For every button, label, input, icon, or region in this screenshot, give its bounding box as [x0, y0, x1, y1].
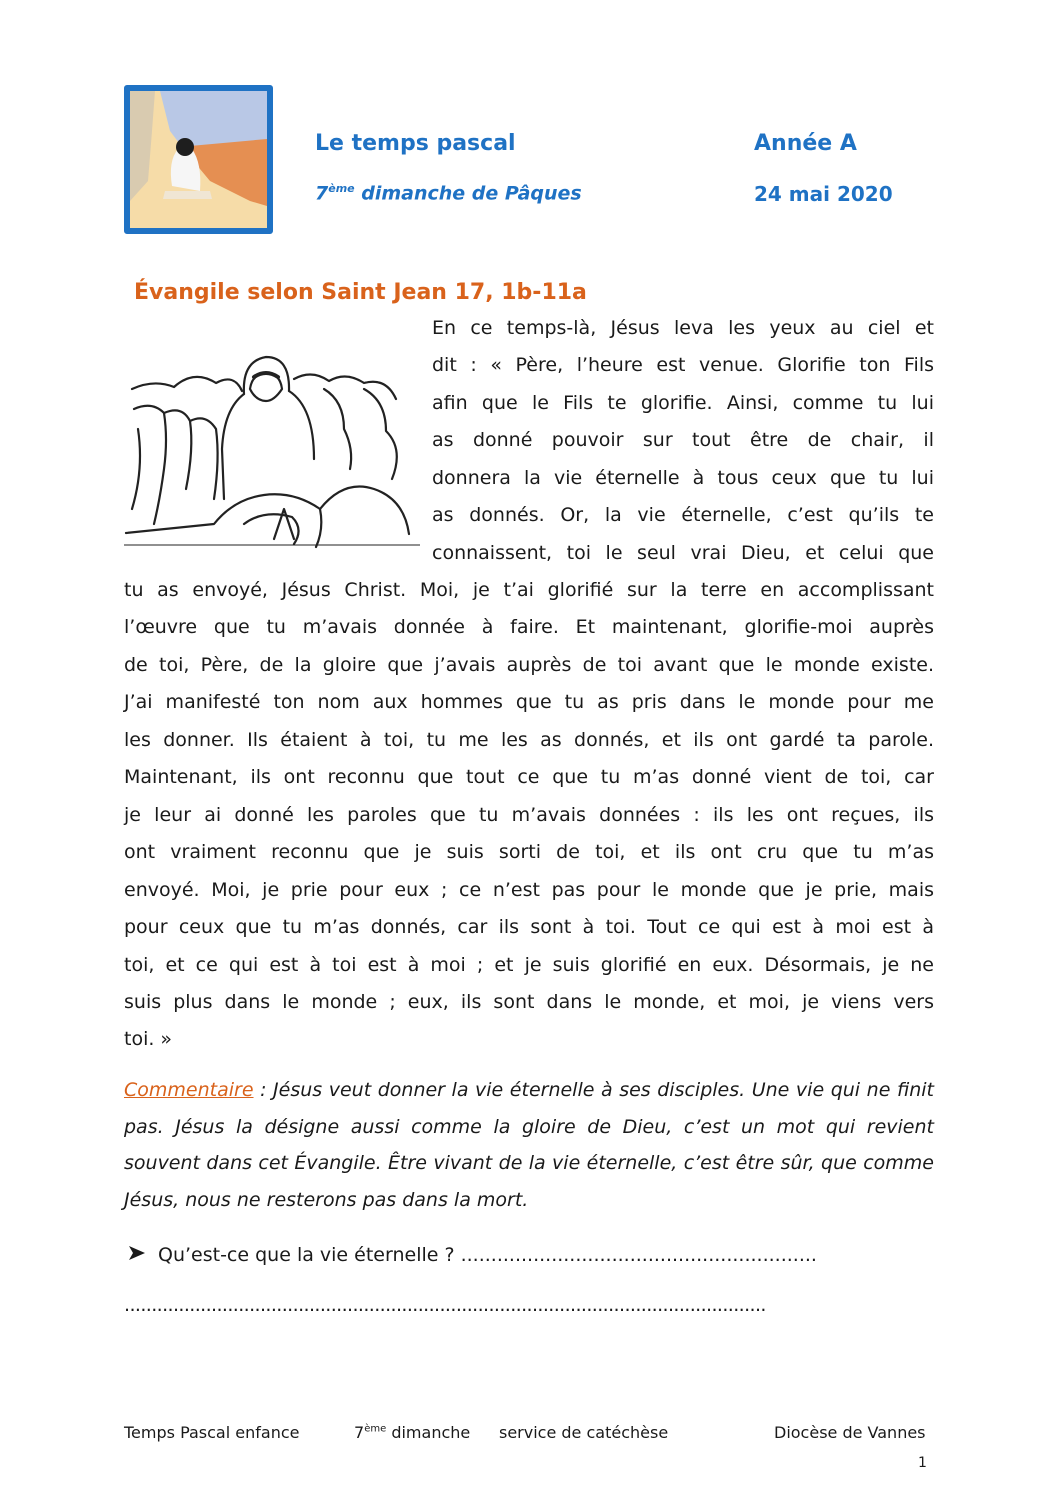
question-text: Qu’est-ce que la vie éternelle ? ........................................................... [158, 1244, 817, 1266]
footer-sunday-sup: ème [364, 1423, 387, 1435]
footer-sunday [354, 1423, 470, 1442]
commentary-text: : Jésus veut donner la vie éternelle à ses disciples. Une vie qui ne finit pas. Jésus la désigne aussi comme la gloire de Dieu, c’est un mot qui revient souvent dans cet Évangile. Être vivant de la vie éternelle, c’est être sûr, que comme Jésus, nous ne resterons pas dans la mort. [124, 1079, 934, 1211]
sunday-sup: ème [328, 182, 355, 195]
answer-line: ...................................................................................................................... [124, 1294, 766, 1316]
header-title: Le temps pascal [315, 131, 516, 156]
gospel-line: Maintenant, ils ont reconnu que tout ce que tu m’as donné vient de toi, car [124, 766, 934, 788]
gospel-line: toi. » [124, 1028, 173, 1050]
footer-sunday-rest: dimanche [386, 1423, 471, 1442]
gospel-line: as donné pouvoir sur tout être de chair, il [432, 429, 934, 451]
header-year: Année A [754, 131, 857, 156]
gospel-line: En ce temps-là, Jésus leva les yeux au ciel et [432, 317, 934, 339]
gospel-line: dit : « Père, l’heure est venue. Glorifie ton Fils [432, 354, 934, 376]
praying-figure-illustration [130, 91, 267, 228]
gospel-line: tu as envoyé, Jésus Christ. Moi, je t’ai glorifié sur la terre en accomplissant [124, 579, 934, 601]
sunday-rest: dimanche de Pâques [354, 182, 582, 205]
gospel-line: afin que le Fils te glorifie. Ainsi, comme tu lui [432, 392, 934, 414]
gospel-line: donnera la vie éternelle à tous ceux que tu lui [432, 467, 934, 489]
question-line [128, 1244, 817, 1266]
gospel-line: pour ceux que tu m’as donnés, car ils sont à toi. Tout ce qui est à moi est à [124, 916, 934, 938]
footer-right: Diocèse de Vannes [774, 1423, 926, 1442]
footer-sunday-number: 7 [354, 1423, 365, 1442]
gospel-line: J’ai manifesté ton nom aux hommes que tu as pris dans le monde pour me [124, 691, 934, 713]
gospel-line: envoyé. Moi, je prie pour eux ; ce n’est pas pour le monde que je prie, mais [124, 879, 934, 901]
sunday-number: 7 [315, 182, 329, 205]
footer-left: Temps Pascal enfance [124, 1423, 300, 1442]
footer-service: service de catéchèse [499, 1423, 669, 1442]
gospel-line: suis plus dans le monde ; eux, ils sont dans le monde, et moi, je viens vers [124, 991, 934, 1013]
page-number: 1 [918, 1455, 927, 1471]
gospel-line: je leur ai donné les paroles que tu m’avais données : ils les ont reçues, ils [124, 804, 934, 826]
jesus-disciples-drawing [124, 349, 420, 549]
gospel-line: toi, et ce qui est à toi est à moi ; et je suis glorifié en eux. Désormais, je ne [124, 954, 934, 976]
arrow-bullet-icon [128, 1244, 158, 1266]
header-sunday [315, 182, 582, 204]
gospel-line: de toi, Père, de la gloire que j’avais auprès de toi avant que le monde existe. [124, 654, 934, 676]
gospel-line: ont vraiment reconnu que je suis sorti de toi, et ils ont cru que tu m’as [124, 841, 934, 863]
gospel-line: l’œuvre que tu m’avais donnée à faire. Et maintenant, glorifie-moi auprès [124, 616, 934, 638]
commentary-paragraph [124, 1072, 934, 1218]
gospel-line: as donnés. Or, la vie éternelle, c’est qu’ils te [432, 504, 934, 526]
commentary-label: Commentaire [124, 1079, 254, 1101]
gospel-title: Évangile selon Saint Jean 17, 1b-11a [134, 280, 587, 305]
gospel-line: les donner. Ils étaient à toi, tu me les as donnés, et ils ont gardé ta parole. [124, 729, 934, 751]
header-date: 24 mai 2020 [754, 182, 893, 206]
logo-image [124, 85, 273, 234]
gospel-line: connaissent, toi le seul vrai Dieu, et celui que [432, 542, 934, 564]
